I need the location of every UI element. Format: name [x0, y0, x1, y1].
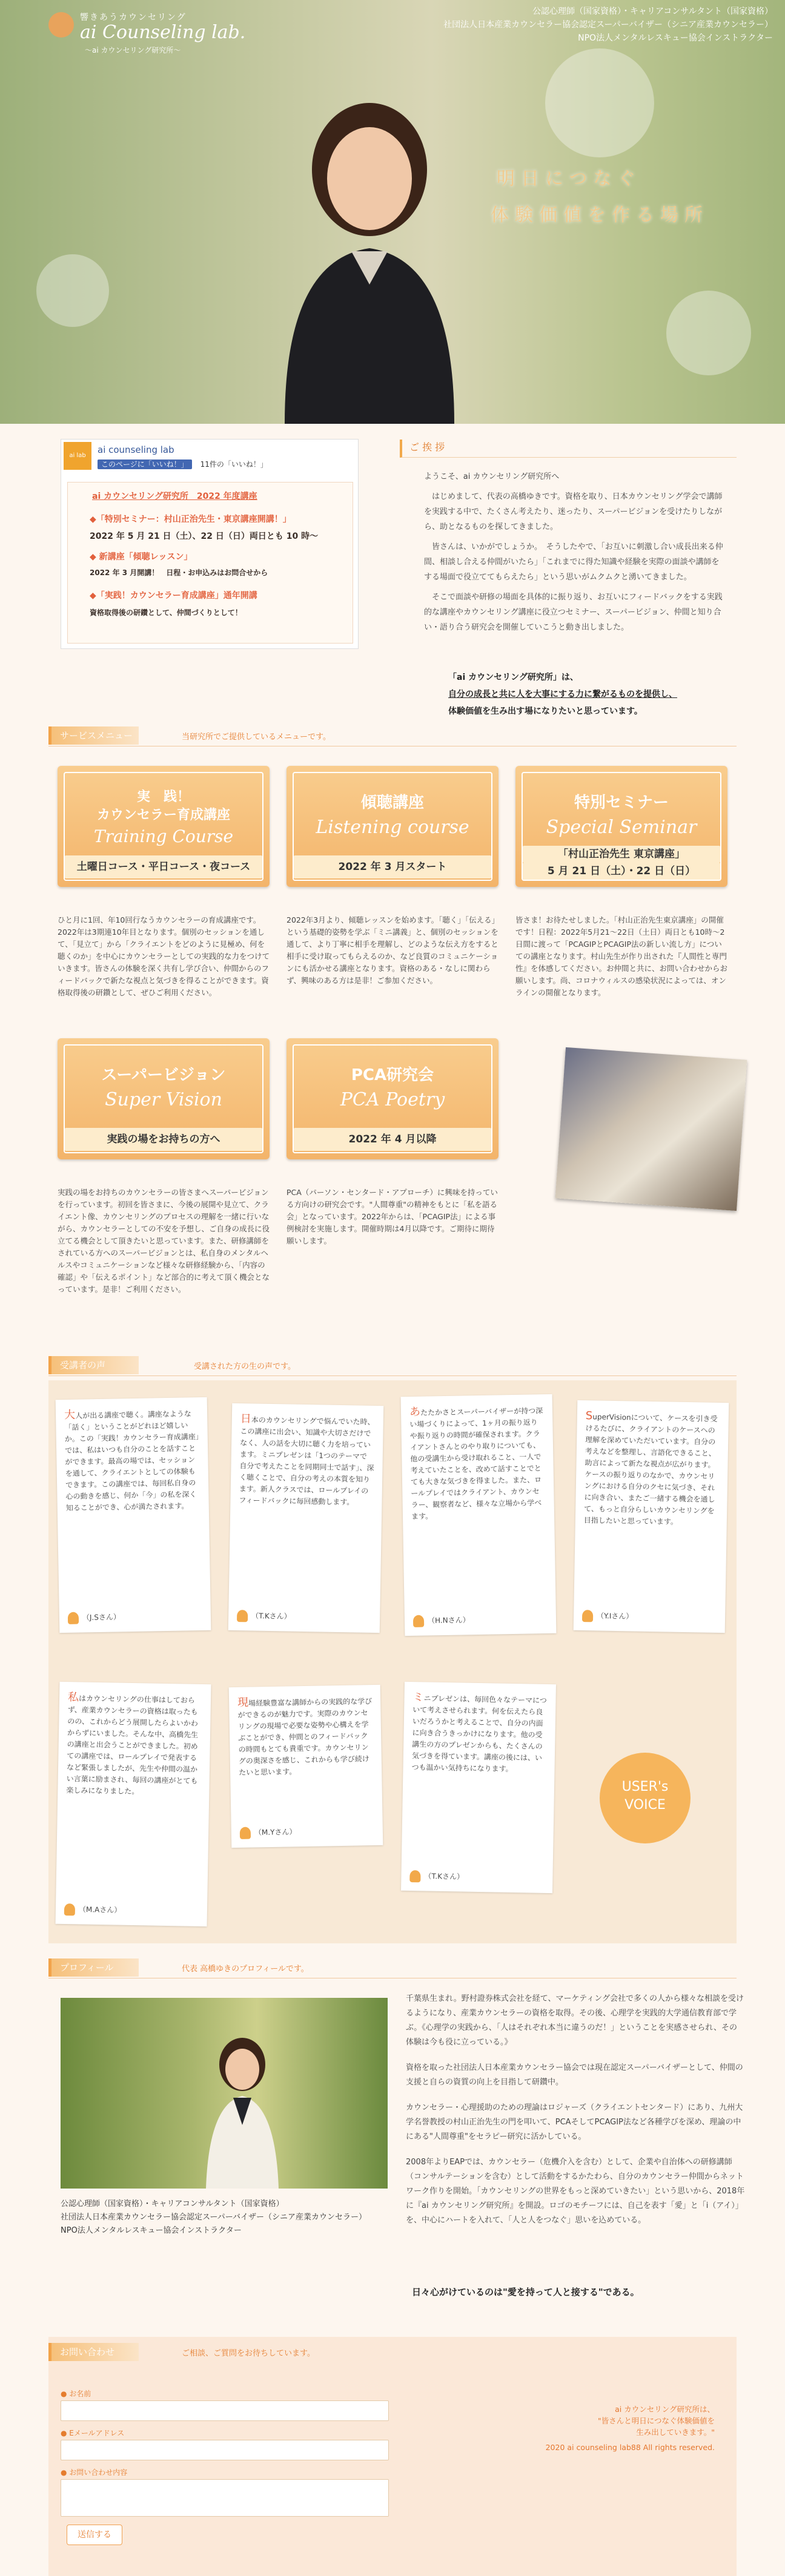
voice-initial: 私 [67, 1691, 79, 1704]
books-photo [555, 1047, 747, 1211]
voice-author [582, 1610, 634, 1622]
post-line: ◆「特別セミナー：村山正治先生・東京講座開講！」 [90, 515, 291, 524]
email-input[interactable] [61, 2440, 389, 2460]
voice-body: 場経験豊富な講師からの実践的な学びができるのが魅力です。実際のカウンセリングの現場で必要な姿勢や心構えを学ぶことができ、仲間とのフィードバックの時間もとても貴重です。カウンセリングの奥深さを感じ、これからも学び続けたいと思います。 [237, 1697, 373, 1777]
person-icon [68, 1612, 79, 1624]
voice-name: （J.Sさん） [82, 1612, 121, 1622]
footer-line: 生み出していきます。" [636, 2428, 715, 2437]
voice-initial: 日 [240, 1412, 252, 1426]
profile-photo [61, 1998, 388, 2189]
voice-initial: あ [409, 1405, 421, 1418]
post-title: ai カウンセリング研究所 2022 年度講座 [92, 492, 257, 501]
user-voice-badge [600, 1753, 691, 1843]
fb-page-avatar[interactable]: ai lab [64, 442, 91, 470]
voice-name: （Y.Iさん） [597, 1611, 634, 1621]
greeting-title: ご 挨 拶 [400, 440, 737, 458]
fb-like-button[interactable]: このページに「いいね！」 [98, 460, 192, 469]
card-script: Training Course [93, 826, 234, 846]
hero-banner [0, 0, 785, 424]
voice-card [401, 1682, 556, 1893]
name-input[interactable] [61, 2400, 389, 2421]
footer-line: "皆さんと明日につなぐ体験価値を [597, 2416, 715, 2425]
greeting-body [424, 469, 727, 640]
voice-body: たたかさとスーパーバイザーが持つ深い場づくりによって、1ヶ月の振り返りや振り返りの時間が確保されます。クライアントさんとのやり取りについても、他の受講生から受け取れること、一人で考えていたことを、改めて話すことでとても大きな気づきを得ました。また、ロールプレイではクライアント、カウンセラー、観察者など、様々な立場から学べます。 [409, 1406, 543, 1521]
caption-line: 公認心理師（国家資格）・キャリアコンサルタント（国家資格） [61, 2199, 284, 2209]
contact-note: ご相談、ご質問をお待ちしています。 [182, 2349, 315, 2358]
card-band-dates: 5 月 21 日（土）・22 日（日） [523, 863, 720, 880]
voice-body: 本のカウンセリングで悩んでいた時、この講座に出会い、知識や大切さだけでなく、人の話を大切に聴く力を培っています。ミニプレゼンは「1つのテーマで自分で考えたことを同期同士で話す」、深く聴くことで、自分の考えの本質を知ります。新人クラスでは、ロールプレイのフィードバックに毎回感動します。 [239, 1415, 375, 1507]
greeting-paragraph: はじめまして、代表の高橋ゆきです。資格を取り、日本カウンセリング学会で講師を実践する中で、たくさん考えたり、迷ったり、スーパービジョンを受けたりしながら、助となるものを探してきました。 [424, 492, 723, 532]
profile-note: 代表 高橋ゆきのプロフィールです。 [182, 1965, 309, 1974]
voice-text [584, 1410, 720, 1529]
profile-header: プロフィール [48, 1958, 139, 1977]
card-title-2: カウンセラー育成講座 [96, 808, 230, 823]
profile-paragraph: カウンセラー・心理援助のための理論はロジャーズ（クライエントセンタード）にあり、九州大学名誉教授の村山正治先生の門を叩いて、PCAそしてPCAGIP法など各種学びを深め、理論の中にある"人間尊重"をセラピー研究に活かしている。 [406, 2103, 743, 2141]
contact-footer-text [533, 2403, 715, 2453]
voice-initial: S [585, 1409, 593, 1423]
person-icon [64, 1903, 75, 1916]
logo-mark-icon [48, 12, 74, 38]
post-line: ◆ 新講座「傾聴レッスン」 [90, 552, 193, 562]
post-line: 2022 年 3 月開講！ 日程・お申込みはお問合せから [90, 568, 268, 577]
voice-name: （H.Nさん） [427, 1615, 470, 1625]
voice-name: （M.Aさん） [78, 1905, 122, 1915]
card-title: 傾聴講座 [360, 794, 424, 812]
profile-caption [61, 2198, 388, 2238]
voice-author [64, 1903, 122, 1917]
facebook-widget[interactable] [61, 439, 359, 649]
voice-text [239, 1413, 375, 1509]
card-listening-course[interactable] [287, 766, 498, 887]
message-textarea[interactable] [61, 2479, 389, 2517]
card-title: スーパービジョン [101, 1066, 226, 1084]
voice-body: ニプレゼンは、毎回色々なテーマについて考えさせられます。何を伝えたら良いだろうかと考えることで、自分の内面に向き合うきっかけになります。他の受講生の方のプレゼンからも、たくさんの気づきを得ています。講座の後には、いつも温かい気持ちになります。 [411, 1694, 547, 1773]
hero-tagline-1: 明日につなぐ [497, 168, 642, 189]
voice-name: （T.Kさん） [251, 1611, 291, 1621]
person-icon [409, 1870, 420, 1882]
facebook-header [64, 442, 356, 472]
card-supervision[interactable] [58, 1038, 270, 1159]
card-script: PCA Poetry [340, 1089, 445, 1110]
profile-portrait [61, 1998, 388, 2189]
voice-body: はカウンセリングの仕事はしておらず、産業カウンセラーの資格は取ったものの、これからどう展開したらよいかわからずにいました。そんな中、高橋先生の講座と出会うことができました。初めての講座では、ロールプレイで発表するなど緊張しましたが、先生や仲間の温かい言葉に励まされ、毎回の講座がとても楽しみになりました。 [66, 1694, 199, 1796]
closing-line: 体験価値を生み出す場になりたいと思っています。 [448, 707, 643, 716]
voice-text [411, 1692, 547, 1776]
voice-name: （M.Yさん） [254, 1827, 297, 1837]
post-line: ◆「実践！カウンセラー育成講座」通年開講 [90, 591, 257, 601]
contact-header: お問い合わせ [48, 2343, 139, 2361]
greeting-closing [448, 669, 727, 720]
card-band: 2022 年 3 月スタート [294, 855, 491, 878]
message-label: ● お問い合わせ内容 [61, 2468, 128, 2477]
profile-paragraph: 資格を取った社団法人日本産業カウンセラー協会では現在認定スーパーバイザーとして、仲間の支援と自らの資質の向上を目指して研鑽中。 [406, 2063, 743, 2087]
caption-line: NPO法人メンタルレスキュー協会インストラクター [61, 2226, 242, 2235]
post-line: 2022 年 5 月 21 日（土）、22 日（日）両日とも 10 時〜 [90, 532, 319, 541]
card-script: Super Vision [105, 1089, 222, 1110]
voice-author [413, 1614, 470, 1627]
closing-line: 「ai カウンセリング研究所」は、 [448, 673, 578, 682]
post-line: 資格取得後の研鑽として、仲間づくりとして！ [90, 608, 242, 617]
card-description: PCA（パーソン・センタード・アプローチ）に興味を持っている方向けの研究会です。"人間尊重"の精神をもとに「私を語る会」となっています。2022年からは、「PCAGIP法」による事例検討を実施します。開催時期は4月以降です。ご期待に期待願いします。 [287, 1188, 498, 1245]
voice-text [409, 1404, 546, 1523]
voice-text [237, 1695, 373, 1779]
bokeh-decoration [666, 291, 751, 375]
fb-post-image[interactable] [67, 482, 353, 644]
bokeh-decoration [545, 48, 654, 157]
services-header: サービスメニュー [48, 726, 139, 745]
voice-card [401, 1394, 557, 1636]
fb-page-name[interactable]: ai counseling lab [98, 444, 174, 455]
card-band: 2022 年 4 月以降 [294, 1128, 491, 1151]
voice-card [229, 1685, 383, 1848]
email-label: ● Eメールアドレス [61, 2429, 125, 2437]
profile-body [406, 1992, 745, 2239]
card-description: 2022年3月より、傾聴レッスンを始めます。「聴く」「伝える」という基礎的姿勢を学ぶ「ミニ講義」と、個別のセッションを通して、より丁寧に相手を理解し、どのような伝え方をすると相手に受け取ってもらえるのか、など良質のコミュニケーションにも活かせる講座となります。資格のある・なしに関わらず、興味のある方は是非！ご参加ください。 [287, 915, 498, 985]
voice-text [66, 1692, 202, 1799]
card-special-seminar[interactable] [515, 766, 727, 887]
footer-line: ai カウンセリング研究所は、 [615, 2405, 715, 2414]
submit-button[interactable]: 送信する [67, 2525, 122, 2545]
voice-card [574, 1400, 729, 1633]
copyright: 2020 ai counseling lab88 All rights reserved. [545, 2443, 715, 2452]
card-band: 「村山正治先生 東京講座」 [523, 846, 720, 863]
voice-author [237, 1610, 291, 1623]
voice-author [409, 1870, 464, 1883]
person-icon [240, 1827, 251, 1839]
profile-paragraph: 千葉県生まれ。野村證券株式会社を経て、マーケティング会社で多くの人から様々な相談を受けるようになり、産業カウンセラーの資格を取得。その後、心理学を実践的大学通信教育部で学ぶ。《心理学の実践から、「人はそれぞれ本当に違うのだ！」ということを実感させられ、その体験は今も役に立っている。》 [406, 1994, 744, 2047]
fb-like-count: 11件の「いいね！」 [200, 460, 268, 469]
card-title: 実 践！ [136, 789, 190, 805]
voice-author [68, 1611, 121, 1624]
badge-line: VOICE [624, 1797, 666, 1813]
voices-header: 受講者の声 [48, 1356, 139, 1374]
person-icon [582, 1610, 593, 1622]
card-title: 特別セミナー [574, 794, 669, 812]
card-description: ひと月に1回、年10回行なうカウンセラーの育成講座です。2022年は3期連10年目となります。個別のセッションを通して、「見立て」から「クライエントをどのように見極め、何を聴くのか」を中心にカウンセラーとしての実践的な力をつけていきます。皆さんの体験を深く共有し学び合い、仲間からのフィードバックで新たな視点と気づきを得ることができます。資格取得後の研鑽として、ぜひご利用ください。 [58, 915, 270, 997]
logo-kicker: 響きあうカウンセリング [80, 13, 187, 22]
profile-paragraph: 2008年よりEAPでは、カウンセラー（危機介入を含む）として、企業や自治体への研修講師（コンサルテーションを含む）として活動をするかたわら、自分のカウンセラー仲間からネットワーク作りを開始。「カウンセリングの世界をもっと深めていきたい」という思いから、2018年に『ai カウンセリング研究所』を開設。ロゴのモチーフには、自己を表す「愛」と「i（アイ）」を、中心にハートを入れて、「人と人をつなぐ」思いを込めている。 [406, 2158, 745, 2225]
fb-like-row [98, 459, 268, 469]
logo-name: ai Counseling lab. [80, 22, 246, 43]
card-script: Listening course [316, 817, 469, 838]
voice-card [228, 1403, 384, 1633]
voice-body: 人が出る講座で聴く。講座なような「話く」ということがどれほど嬉しいか。この「実践！カウンセラー育成講座」では、私はいつも自分のことを話すことができます。最高の場では、セッションを通して、クライエントとしての体験もできます。この講座では、毎回私自身の心の動きを感じ、何か「今」の私を深く知ることができ、心が満たされます。 [64, 1409, 199, 1512]
greeting-paragraph: 皆さんは、いかがでしょうか。 そうしたやで、「お互いに刺激し合い成長出来る仲間、相談し合える仲間がいたら」「これまでに得た知識や経験を実際の面談や講師をする場面で役立ててもらえたら」という思いがムクムクと湧いてきました。 [424, 542, 723, 582]
voice-name: （T.Kさん） [424, 1871, 465, 1882]
voice-initial: 現 [237, 1696, 249, 1709]
caption-line: 社団法人日本産業カウンセラー協会認定スーパーバイザー（シニア産業カウンセラー） [61, 2213, 367, 2222]
voices-note: 受講された方の生の声です。 [194, 1362, 296, 1371]
bokeh-decoration [36, 254, 109, 327]
credential-line: 社団法人日本産業カウンセラー協会認定スーパーバイザー（シニア産業カウンセラー） [443, 20, 773, 30]
name-label: ● お名前 [61, 2390, 91, 2398]
voice-author [240, 1826, 297, 1839]
card-title: PCA研究会 [351, 1066, 434, 1084]
voice-initial: 大 [64, 1408, 76, 1421]
badge-line: USER's [621, 1779, 669, 1794]
card-pca-study-group[interactable] [287, 1038, 498, 1159]
voice-card [56, 1397, 211, 1633]
hero-tagline-2: 体験価値を作る場所 [491, 205, 709, 226]
voice-initial: ミ [412, 1691, 424, 1704]
person-icon [237, 1610, 248, 1622]
greeting-paragraph: ようこそ、ai カウンセリング研究所へ [424, 472, 560, 481]
divider [48, 1375, 737, 1376]
voice-card [56, 1682, 211, 1926]
voice-body: uperVisionについて、ケースを引き受けるたびに、クライアントのケースへの理解を深めていただいています。自分の考えなどを整理し、言語化できること、助言によって新たな視点が広がります。ケースの振り返りのなかで、カウンセリングにおける自分のクセに気づき、それに向き合い、またご一緒する機会を通して、もっと自分らしいカウンセリングを目指したいと思っています。 [583, 1412, 718, 1526]
person-icon [413, 1615, 424, 1627]
profile-closing: 日々心がけているのは"愛を持って人と接する"である。 [412, 2287, 640, 2298]
card-description: 実践の場をお持ちのカウンセラーの皆さまへスーパービジョンを行っています。初回を皆さまに、今後の展開や見立て、クライエント像、カウンセリングのプロセスの理解を一緒に行いながら、カウンセラーとしての不安を予想し、ご自身の成長に役立てる機会として頂きたいと思っています。また、研修講師をされている方へのスーパービジョンとは、私自身のメンタルヘルスやコミュニケーションなど様々な研修経験から、「内容の確認」や「伝えるポイント」など部合的に考えて頂く機会となっています。是非！ご利用ください。 [58, 1188, 270, 1294]
card-band: 実践の場をお持ちの方へ [65, 1128, 262, 1151]
closing-line: 自分の成長と共に人を大事にする力に繋がるものを提供し、 [448, 690, 677, 699]
credential-line: NPO法人メンタルレスキュー協会インストラクター [578, 33, 773, 43]
greeting-paragraph: そこで面談や研修の場面を具体的に振り返り、お互いにフィードバックをする実践的な講座やカウンセリング講座に役立つセミナー、スーパービジョン、仲間と知り合い・語り合う研究会を開催していこうと動き出しました。 [424, 593, 723, 632]
credential-line: 公認心理師（国家資格）・キャリアコンサルタント（国家資格） [532, 7, 773, 16]
card-band: 土曜日コース・平日コース・夜コース [65, 855, 262, 878]
services-note: 当研究所でご提供しているメニューです。 [182, 733, 331, 742]
portrait-photo [260, 79, 479, 424]
card-description: 皆さま！お待たせしました。「村山正治先生東京講座」の開催です！日程：2022年5月21〜22日（土日）両日とも10時〜2日間に渡って「PCAGIPとPCAGIP法の新しい流し方」についての講座となります。村山先生が作り出された『人間性と専門性』を体感してください。お仲間と共に、お問い合わせからお願いします。尚、コロナウィルスの感染状況によっては、オンラインの開催となります。 [515, 915, 728, 997]
card-training-course[interactable] [58, 766, 270, 887]
credentials [443, 5, 773, 45]
logo-subtitle: 〜ai カウンセリング研究所〜 [85, 46, 181, 54]
card-script: Special Seminar [546, 817, 697, 838]
voice-text [64, 1407, 200, 1514]
